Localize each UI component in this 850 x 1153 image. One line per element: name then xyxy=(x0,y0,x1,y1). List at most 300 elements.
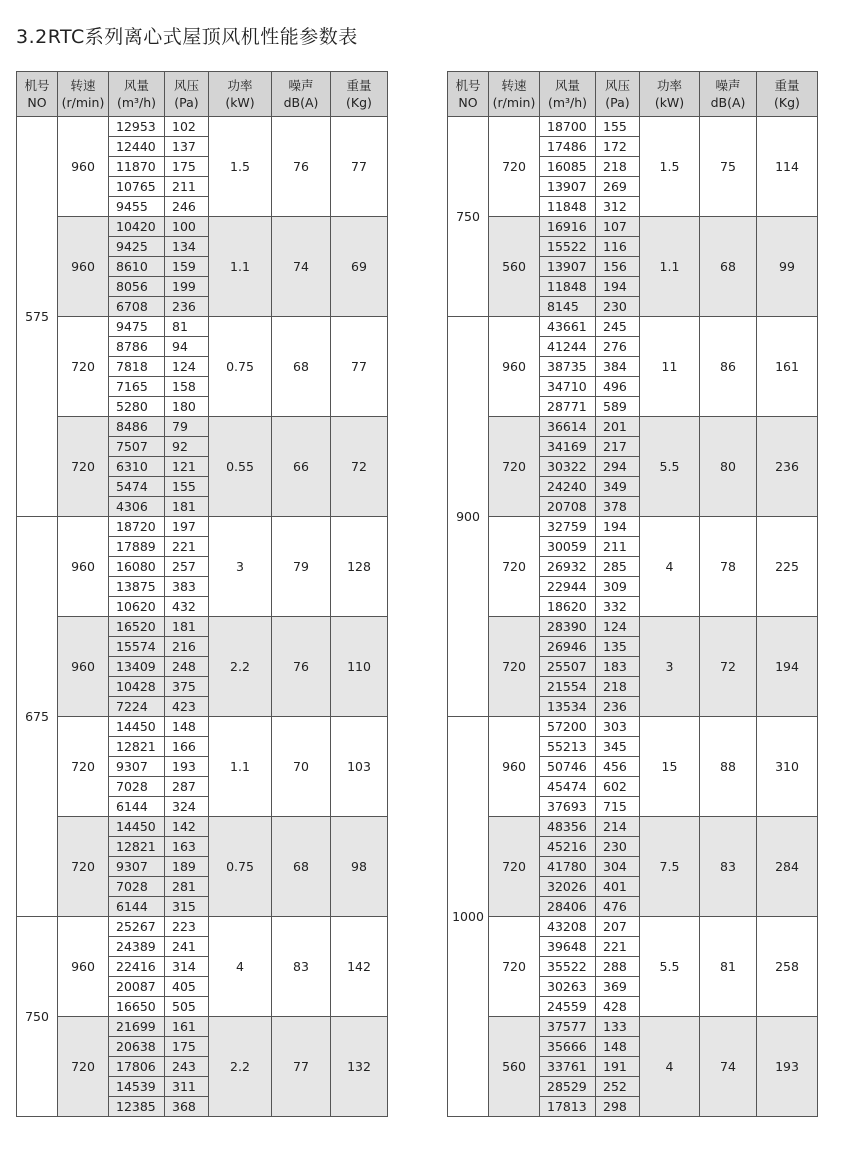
airflow-cell: 18700 xyxy=(540,117,596,137)
pressure-cell: 602 xyxy=(596,777,640,797)
speed-cell: 720 xyxy=(58,317,109,417)
airflow-cell: 28529 xyxy=(540,1077,596,1097)
weight-cell: 236 xyxy=(757,417,818,517)
pressure-cell: 175 xyxy=(165,157,209,177)
airflow-cell: 41780 xyxy=(540,857,596,877)
airflow-cell: 17813 xyxy=(540,1097,596,1117)
noise-cell: 74 xyxy=(272,217,331,317)
airflow-cell: 37577 xyxy=(540,1017,596,1037)
pressure-cell: 207 xyxy=(596,917,640,937)
airflow-cell: 13907 xyxy=(540,257,596,277)
airflow-cell: 15574 xyxy=(109,637,165,657)
header-airflow xyxy=(540,72,596,117)
pressure-cell: 368 xyxy=(165,1097,209,1117)
airflow-cell: 9307 xyxy=(109,757,165,777)
airflow-cell: 35522 xyxy=(540,957,596,977)
noise-cell: 68 xyxy=(700,217,757,317)
pressure-cell: 217 xyxy=(596,437,640,457)
airflow-cell: 28406 xyxy=(540,897,596,917)
speed-cell: 720 xyxy=(489,417,540,517)
table-row xyxy=(17,517,388,537)
pressure-cell: 288 xyxy=(596,957,640,977)
noise-cell: 79 xyxy=(272,517,331,617)
airflow-cell: 10620 xyxy=(109,597,165,617)
table-row xyxy=(448,917,818,937)
pressure-cell: 211 xyxy=(596,537,640,557)
pressure-cell: 199 xyxy=(165,277,209,297)
airflow-cell: 35666 xyxy=(540,1037,596,1057)
power-cell: 4 xyxy=(640,1017,700,1117)
noise-cell: 70 xyxy=(272,717,331,817)
header-power xyxy=(209,72,272,117)
power-cell: 0.75 xyxy=(209,317,272,417)
weight-cell: 258 xyxy=(757,917,818,1017)
noise-cell: 83 xyxy=(272,917,331,1017)
airflow-cell: 17889 xyxy=(109,537,165,557)
pressure-cell: 384 xyxy=(596,357,640,377)
pressure-cell: 148 xyxy=(165,717,209,737)
airflow-cell: 8610 xyxy=(109,257,165,277)
noise-cell: 83 xyxy=(700,817,757,917)
weight-cell: 98 xyxy=(331,817,388,917)
pressure-cell: 116 xyxy=(596,237,640,257)
airflow-cell: 32026 xyxy=(540,877,596,897)
pressure-cell: 303 xyxy=(596,717,640,737)
airflow-cell: 30322 xyxy=(540,457,596,477)
pressure-cell: 332 xyxy=(596,597,640,617)
header-airflow-line: 风量 xyxy=(554,78,580,93)
pressure-cell: 102 xyxy=(165,117,209,137)
header-weight-line: 重量 xyxy=(346,78,372,93)
machine-no-cell: 900 xyxy=(448,317,489,717)
noise-cell: 86 xyxy=(700,317,757,417)
pressure-cell: 135 xyxy=(596,637,640,657)
pressure-cell: 155 xyxy=(596,117,640,137)
pressure-cell: 432 xyxy=(165,597,209,617)
weight-cell: 77 xyxy=(331,117,388,217)
page-title: 3.2RTC系列离心式屋顶风机性能参数表 xyxy=(16,26,358,48)
noise-cell: 81 xyxy=(700,917,757,1017)
airflow-cell: 5474 xyxy=(109,477,165,497)
airflow-cell: 12440 xyxy=(109,137,165,157)
pressure-cell: 134 xyxy=(165,237,209,257)
airflow-cell: 6144 xyxy=(109,897,165,917)
weight-cell: 77 xyxy=(331,317,388,417)
table-row xyxy=(17,1017,388,1037)
header-noise-line: 噪声 xyxy=(715,78,741,93)
machine-no-cell: 575 xyxy=(17,117,58,517)
airflow-cell: 34710 xyxy=(540,377,596,397)
airflow-cell: 10428 xyxy=(109,677,165,697)
airflow-cell: 22416 xyxy=(109,957,165,977)
pressure-cell: 175 xyxy=(165,1037,209,1057)
pressure-cell: 155 xyxy=(165,477,209,497)
pressure-cell: 243 xyxy=(165,1057,209,1077)
pressure-cell: 81 xyxy=(165,317,209,337)
speed-cell: 960 xyxy=(58,917,109,1017)
header-speed-line: 转速 xyxy=(501,78,527,93)
pressure-cell: 211 xyxy=(165,177,209,197)
airflow-cell: 7224 xyxy=(109,697,165,717)
airflow-cell: 13534 xyxy=(540,697,596,717)
header-noise xyxy=(700,72,757,117)
airflow-cell: 22944 xyxy=(540,577,596,597)
airflow-cell: 11848 xyxy=(540,277,596,297)
power-cell: 1.1 xyxy=(640,217,700,317)
pressure-cell: 124 xyxy=(596,617,640,637)
airflow-cell: 7028 xyxy=(109,877,165,897)
header-no-line: NO xyxy=(27,95,47,110)
pressure-cell: 236 xyxy=(596,697,640,717)
pressure-cell: 252 xyxy=(596,1077,640,1097)
airflow-cell: 55213 xyxy=(540,737,596,757)
pressure-cell: 180 xyxy=(165,397,209,417)
weight-cell: 128 xyxy=(331,517,388,617)
machine-no-cell: 675 xyxy=(17,517,58,917)
airflow-cell: 20087 xyxy=(109,977,165,997)
airflow-cell: 48356 xyxy=(540,817,596,837)
pressure-cell: 221 xyxy=(165,537,209,557)
header-no-line: 机号 xyxy=(24,78,50,93)
power-cell: 1.5 xyxy=(209,117,272,217)
pressure-cell: 230 xyxy=(596,297,640,317)
airflow-cell: 43661 xyxy=(540,317,596,337)
header-weight-line: (Kg) xyxy=(774,95,800,110)
airflow-cell: 28390 xyxy=(540,617,596,637)
pressure-cell: 405 xyxy=(165,977,209,997)
noise-cell: 68 xyxy=(272,817,331,917)
table-row xyxy=(448,317,818,337)
pressure-cell: 172 xyxy=(596,137,640,157)
pressure-cell: 218 xyxy=(596,157,640,177)
airflow-cell: 12953 xyxy=(109,117,165,137)
airflow-cell: 21554 xyxy=(540,677,596,697)
airflow-cell: 8786 xyxy=(109,337,165,357)
airflow-cell: 14450 xyxy=(109,717,165,737)
header-row xyxy=(448,72,818,117)
airflow-cell: 10420 xyxy=(109,217,165,237)
power-cell: 2.2 xyxy=(209,1017,272,1117)
spec-table-left xyxy=(16,71,388,1117)
airflow-cell: 24559 xyxy=(540,997,596,1017)
pressure-cell: 166 xyxy=(165,737,209,757)
speed-cell: 720 xyxy=(489,817,540,917)
pressure-cell: 246 xyxy=(165,197,209,217)
airflow-cell: 16080 xyxy=(109,557,165,577)
power-cell: 4 xyxy=(209,917,272,1017)
airflow-cell: 38735 xyxy=(540,357,596,377)
pressure-cell: 79 xyxy=(165,417,209,437)
header-pressure xyxy=(596,72,640,117)
table-row xyxy=(448,417,818,437)
pressure-cell: 94 xyxy=(165,337,209,357)
power-cell: 1.1 xyxy=(209,217,272,317)
weight-cell: 99 xyxy=(757,217,818,317)
speed-cell: 560 xyxy=(489,217,540,317)
pressure-cell: 269 xyxy=(596,177,640,197)
airflow-cell: 45474 xyxy=(540,777,596,797)
table-row xyxy=(17,917,388,937)
speed-cell: 720 xyxy=(58,817,109,917)
speed-cell: 960 xyxy=(489,717,540,817)
airflow-cell: 57200 xyxy=(540,717,596,737)
pressure-cell: 214 xyxy=(596,817,640,837)
airflow-cell: 16520 xyxy=(109,617,165,637)
airflow-cell: 25267 xyxy=(109,917,165,937)
table-row xyxy=(448,717,818,737)
airflow-cell: 14450 xyxy=(109,817,165,837)
speed-cell: 720 xyxy=(489,517,540,617)
pressure-cell: 121 xyxy=(165,457,209,477)
airflow-cell: 5280 xyxy=(109,397,165,417)
airflow-cell: 32759 xyxy=(540,517,596,537)
power-cell: 0.75 xyxy=(209,817,272,917)
pressure-cell: 181 xyxy=(165,497,209,517)
airflow-cell: 12821 xyxy=(109,837,165,857)
airflow-cell: 24389 xyxy=(109,937,165,957)
airflow-cell: 11848 xyxy=(540,197,596,217)
header-speed xyxy=(58,72,109,117)
header-pressure xyxy=(165,72,209,117)
pressure-cell: 183 xyxy=(596,657,640,677)
pressure-cell: 304 xyxy=(596,857,640,877)
noise-cell: 76 xyxy=(272,617,331,717)
noise-cell: 75 xyxy=(700,117,757,217)
airflow-cell: 13907 xyxy=(540,177,596,197)
airflow-cell: 16650 xyxy=(109,997,165,1017)
airflow-cell: 6708 xyxy=(109,297,165,317)
pressure-cell: 236 xyxy=(165,297,209,317)
pressure-cell: 476 xyxy=(596,897,640,917)
airflow-cell: 16085 xyxy=(540,157,596,177)
table-row xyxy=(448,617,818,637)
speed-cell: 720 xyxy=(58,1017,109,1117)
table-row xyxy=(17,817,388,837)
airflow-cell: 13875 xyxy=(109,577,165,597)
header-row xyxy=(17,72,388,117)
pressure-cell: 378 xyxy=(596,497,640,517)
pressure-cell: 311 xyxy=(165,1077,209,1097)
power-cell: 3 xyxy=(640,617,700,717)
airflow-cell: 9307 xyxy=(109,857,165,877)
speed-cell: 720 xyxy=(489,617,540,717)
pressure-cell: 589 xyxy=(596,397,640,417)
pressure-cell: 309 xyxy=(596,577,640,597)
airflow-cell: 21699 xyxy=(109,1017,165,1037)
airflow-cell: 8056 xyxy=(109,277,165,297)
noise-cell: 76 xyxy=(272,117,331,217)
weight-cell: 110 xyxy=(331,617,388,717)
airflow-cell: 9425 xyxy=(109,237,165,257)
airflow-cell: 43208 xyxy=(540,917,596,937)
table-body xyxy=(448,117,818,1117)
noise-cell: 68 xyxy=(272,317,331,417)
weight-cell: 114 xyxy=(757,117,818,217)
header-power-line: (kW) xyxy=(225,95,255,110)
table-row xyxy=(17,417,388,437)
header-noise-line: dB(A) xyxy=(283,95,319,110)
machine-no-cell: 1000 xyxy=(448,717,489,1117)
header-noise-line: dB(A) xyxy=(710,95,746,110)
pressure-cell: 193 xyxy=(165,757,209,777)
airflow-cell: 25507 xyxy=(540,657,596,677)
power-cell: 5.5 xyxy=(640,417,700,517)
header-airflow-line: (m³/h) xyxy=(547,95,588,110)
pressure-cell: 197 xyxy=(165,517,209,537)
header-power-line: 功率 xyxy=(227,78,253,93)
speed-cell: 960 xyxy=(58,517,109,617)
pressure-cell: 161 xyxy=(165,1017,209,1037)
airflow-cell: 36614 xyxy=(540,417,596,437)
pressure-cell: 230 xyxy=(596,837,640,857)
pressure-cell: 298 xyxy=(596,1097,640,1117)
pressure-cell: 223 xyxy=(165,917,209,937)
speed-cell: 960 xyxy=(489,317,540,417)
airflow-cell: 7165 xyxy=(109,377,165,397)
pressure-cell: 369 xyxy=(596,977,640,997)
header-power-line: 功率 xyxy=(656,78,682,93)
speed-cell: 720 xyxy=(58,717,109,817)
table-row xyxy=(448,117,818,137)
airflow-cell: 34169 xyxy=(540,437,596,457)
pressure-cell: 294 xyxy=(596,457,640,477)
header-speed-line: (r/min) xyxy=(61,95,105,110)
weight-cell: 310 xyxy=(757,717,818,817)
noise-cell: 72 xyxy=(700,617,757,717)
power-cell: 11 xyxy=(640,317,700,417)
speed-cell: 720 xyxy=(58,417,109,517)
table-row xyxy=(448,1017,818,1037)
noise-cell: 77 xyxy=(272,1017,331,1117)
power-cell: 4 xyxy=(640,517,700,617)
header-speed-line: (r/min) xyxy=(492,95,536,110)
speed-cell: 720 xyxy=(489,917,540,1017)
airflow-cell: 37693 xyxy=(540,797,596,817)
header-noise xyxy=(272,72,331,117)
pressure-cell: 248 xyxy=(165,657,209,677)
power-cell: 1.1 xyxy=(209,717,272,817)
pressure-cell: 218 xyxy=(596,677,640,697)
airflow-cell: 50746 xyxy=(540,757,596,777)
header-noise-line: 噪声 xyxy=(288,78,314,93)
pressure-cell: 181 xyxy=(165,617,209,637)
airflow-cell: 33761 xyxy=(540,1057,596,1077)
pressure-cell: 315 xyxy=(165,897,209,917)
speed-cell: 560 xyxy=(489,1017,540,1117)
airflow-cell: 26946 xyxy=(540,637,596,657)
pressure-cell: 287 xyxy=(165,777,209,797)
weight-cell: 72 xyxy=(331,417,388,517)
noise-cell: 80 xyxy=(700,417,757,517)
pressure-cell: 221 xyxy=(596,937,640,957)
noise-cell: 78 xyxy=(700,517,757,617)
table-body xyxy=(17,117,388,1117)
airflow-cell: 13409 xyxy=(109,657,165,677)
airflow-cell: 39648 xyxy=(540,937,596,957)
noise-cell: 66 xyxy=(272,417,331,517)
spec-table-right xyxy=(447,71,818,1117)
pressure-cell: 245 xyxy=(596,317,640,337)
header-no xyxy=(17,72,58,117)
header-weight xyxy=(331,72,388,117)
header-airflow xyxy=(109,72,165,117)
pressure-cell: 324 xyxy=(165,797,209,817)
weight-cell: 132 xyxy=(331,1017,388,1117)
header-pressure-line: 风压 xyxy=(173,78,199,93)
airflow-cell: 4306 xyxy=(109,497,165,517)
speed-cell: 960 xyxy=(58,217,109,317)
pressure-cell: 100 xyxy=(165,217,209,237)
pressure-cell: 216 xyxy=(165,637,209,657)
pressure-cell: 133 xyxy=(596,1017,640,1037)
power-cell: 1.5 xyxy=(640,117,700,217)
weight-cell: 193 xyxy=(757,1017,818,1117)
airflow-cell: 17486 xyxy=(540,137,596,157)
noise-cell: 88 xyxy=(700,717,757,817)
power-cell: 15 xyxy=(640,717,700,817)
pressure-cell: 137 xyxy=(165,137,209,157)
speed-cell: 720 xyxy=(489,117,540,217)
weight-cell: 161 xyxy=(757,317,818,417)
airflow-cell: 12821 xyxy=(109,737,165,757)
pressure-cell: 314 xyxy=(165,957,209,977)
power-cell: 2.2 xyxy=(209,617,272,717)
pressure-cell: 194 xyxy=(596,277,640,297)
airflow-cell: 7507 xyxy=(109,437,165,457)
power-cell: 5.5 xyxy=(640,917,700,1017)
header-speed xyxy=(489,72,540,117)
power-cell: 7.5 xyxy=(640,817,700,917)
pressure-cell: 158 xyxy=(165,377,209,397)
header-pressure-line: 风压 xyxy=(604,78,630,93)
pressure-cell: 496 xyxy=(596,377,640,397)
airflow-cell: 11870 xyxy=(109,157,165,177)
pressure-cell: 124 xyxy=(165,357,209,377)
header-no xyxy=(448,72,489,117)
pressure-cell: 383 xyxy=(165,577,209,597)
header-weight xyxy=(757,72,818,117)
table-row xyxy=(448,517,818,537)
header-no-line: NO xyxy=(458,95,478,110)
pressure-cell: 428 xyxy=(596,997,640,1017)
table-row xyxy=(17,617,388,637)
airflow-cell: 6310 xyxy=(109,457,165,477)
header-weight-line: 重量 xyxy=(774,78,800,93)
pressure-cell: 456 xyxy=(596,757,640,777)
speed-cell: 960 xyxy=(58,117,109,217)
pressure-cell: 312 xyxy=(596,197,640,217)
table-row xyxy=(448,817,818,837)
airflow-cell: 10765 xyxy=(109,177,165,197)
header-speed-line: 转速 xyxy=(70,78,96,93)
airflow-cell: 14539 xyxy=(109,1077,165,1097)
pressure-cell: 276 xyxy=(596,337,640,357)
pressure-cell: 189 xyxy=(165,857,209,877)
airflow-cell: 30263 xyxy=(540,977,596,997)
table-row xyxy=(448,217,818,237)
pressure-cell: 349 xyxy=(596,477,640,497)
header-pressure-line: (Pa) xyxy=(605,95,630,110)
pressure-cell: 107 xyxy=(596,217,640,237)
airflow-cell: 8145 xyxy=(540,297,596,317)
pressure-cell: 148 xyxy=(596,1037,640,1057)
pressure-cell: 423 xyxy=(165,697,209,717)
table-row xyxy=(17,117,388,137)
airflow-cell: 17806 xyxy=(109,1057,165,1077)
pressure-cell: 345 xyxy=(596,737,640,757)
pressure-cell: 194 xyxy=(596,517,640,537)
airflow-cell: 20708 xyxy=(540,497,596,517)
